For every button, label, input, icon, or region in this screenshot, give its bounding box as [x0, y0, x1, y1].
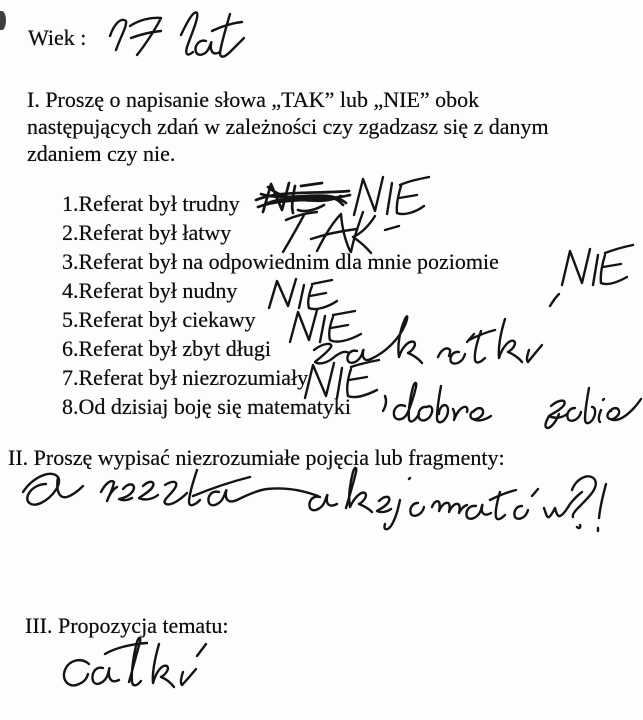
handwriting-answer-7	[305, 360, 386, 411]
handwriting-age-answer	[110, 12, 244, 56]
handwriting-answer-5	[290, 310, 361, 342]
list-item: 5.Referat był ciekawy	[62, 307, 256, 332]
handwriting-answer-4	[269, 279, 337, 309]
handwriting-scribble	[256, 183, 350, 213]
handwriting-section2-answer	[23, 468, 606, 531]
section3-heading: III. Propozycja tematu:	[25, 613, 229, 638]
list-item: 7.Referat był niezrozumiały	[62, 365, 309, 390]
list-item: 1.Referat był trudny	[62, 191, 240, 216]
list-item: 6.Referat był zbyt długi	[62, 336, 271, 361]
handwriting-section3-answer	[64, 638, 206, 687]
section1-intro-line: zdaniem czy nie.	[27, 141, 176, 166]
list-item: 3.Referat był na odpowiednim dla mnie poziomie	[62, 249, 499, 274]
list-item: 4.Referat był nudny	[62, 278, 238, 303]
section2-heading: II. Proszę wypisać niezrozumiałe pojęcia lub fragmenty:	[8, 445, 505, 470]
handwriting-answer-2	[283, 212, 399, 253]
handwriting-answer-3	[562, 245, 633, 285]
section1-intro-line: następujących zdań w zależności czy zgadzasz się z danym	[27, 114, 549, 139]
list-item: 2.Referat był łatwy	[62, 220, 232, 245]
age-label: Wiek :	[28, 25, 87, 50]
list-item: 8.Od dzisiaj boję się matematyki	[62, 394, 351, 419]
handwriting-answer-6	[314, 294, 559, 364]
handwriting-answer-8	[394, 383, 641, 428]
handwriting-answer-1	[354, 177, 429, 215]
section1-intro-line: I. Proszę o napisanie słowa „TAK” lub „NIE” obok	[27, 87, 480, 112]
